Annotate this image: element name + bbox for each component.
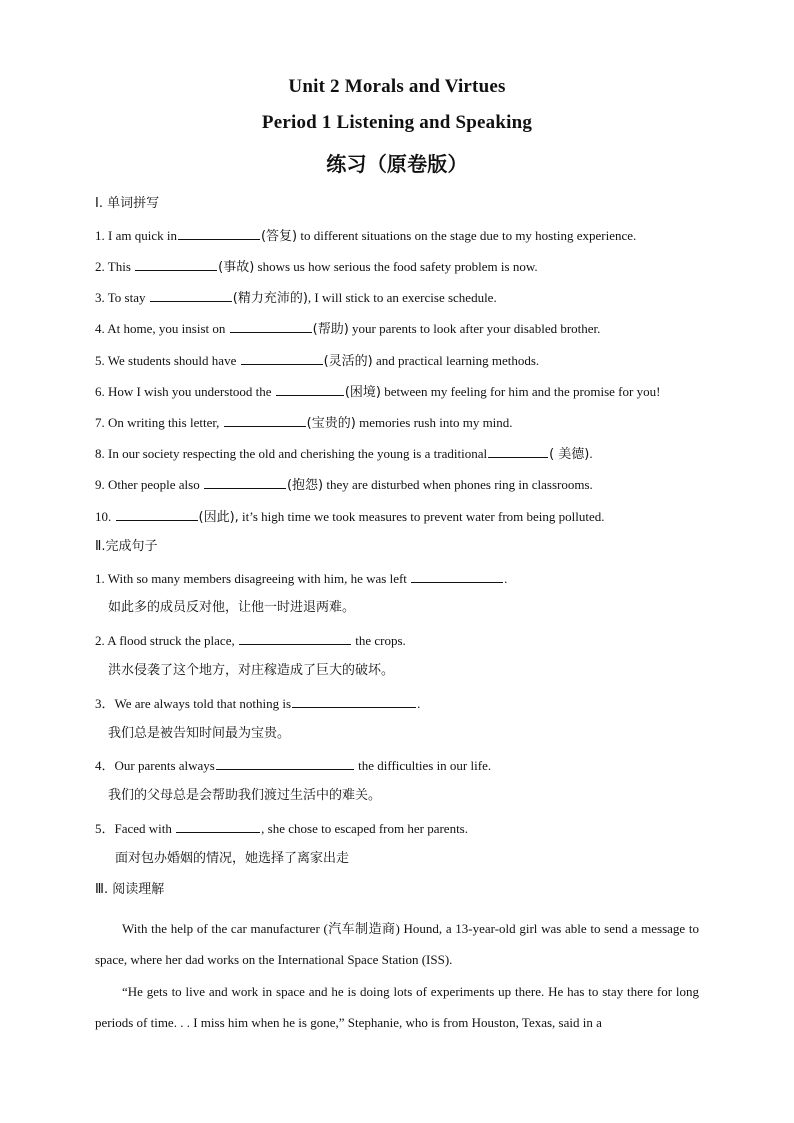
- spelling-item-6: 6. How I wish you understood the (困境) between my feeling for him and the promise for you!: [95, 384, 661, 400]
- answer-blank[interactable]: [411, 570, 503, 583]
- sentence-translation-1: 如此多的成员反对他，让他一时进退两难。: [108, 600, 356, 615]
- spelling-item-4: 4. At home, you insist on (帮助) your parents to look after your disabled brother.: [95, 321, 601, 337]
- sentence-translation-3: 我们总是被告知时间最为宝贵。: [108, 726, 291, 741]
- answer-blank[interactable]: [135, 258, 217, 271]
- answer-blank[interactable]: [216, 757, 354, 770]
- section-1-heading: I. 单词拼写: [95, 196, 160, 211]
- answer-blank[interactable]: [241, 352, 323, 365]
- sentence-translation-2: 洪水侵袭了这个地方，对庄稼造成了巨大的破坏。: [108, 663, 395, 678]
- sentence-item-2: 2. A flood struck the place, the crops.: [95, 633, 406, 648]
- answer-blank[interactable]: [239, 632, 351, 645]
- sentence-translation-5: 面对包办婚姻的情况，她选择了离家出走: [115, 851, 350, 866]
- answer-blank[interactable]: [178, 227, 260, 240]
- answer-blank[interactable]: [224, 414, 306, 427]
- spelling-item-7: 7. On writing this letter, (宝贵的) memories rush into my mind.: [95, 415, 513, 431]
- answer-blank[interactable]: [204, 476, 286, 489]
- spelling-item-10: 10. (因此), it’s high time we took measures to prevent water from being polluted.: [95, 509, 605, 525]
- spelling-item-3: 3. To stay (精力充沛的), I will stick to an exercise schedule.: [95, 290, 497, 306]
- unit-title: Unit 2 Morals and Virtues: [288, 76, 506, 97]
- answer-blank[interactable]: [276, 383, 344, 396]
- exercise-title: 练习（原卷版）: [326, 152, 468, 176]
- sentence-item-4: 4．Our parents always the difficulties in our life.: [95, 758, 492, 773]
- answer-blank[interactable]: [116, 508, 198, 521]
- reading-paragraph-1: With the help of the car manufacturer (汽车制造商) Hound, a 13-year-old girl was able to send a message to space, where her dad works on the International Space Station (ISS).: [95, 921, 699, 967]
- sentence-item-5: 5．Faced with , she chose to escaped from her parents.: [95, 821, 468, 836]
- answer-blank[interactable]: [488, 445, 548, 458]
- section-2-heading: Ⅱ.完成句子: [95, 539, 158, 554]
- spelling-item-9: 9. Other people also (抱怨) they are disturbed when phones ring in classrooms.: [95, 477, 593, 493]
- spelling-item-8: 8. In our society respecting the old and cherishing the young is a traditional ( 美德).: [95, 446, 593, 462]
- section-3-heading: Ⅲ. 阅读理解: [95, 882, 165, 897]
- answer-blank[interactable]: [176, 820, 260, 833]
- spelling-item-5: 5. We students should have (灵活的) and practical learning methods.: [95, 353, 540, 369]
- sentence-translation-4: 我们的父母总是会帮助我们渡过生活中的难关。: [108, 788, 382, 803]
- sentence-item-1: 1. With so many members disagreeing with him, he was left .: [95, 571, 508, 586]
- period-title: Period 1 Listening and Speaking: [261, 112, 533, 133]
- spelling-item-2: 2. This (事故) shows us how serious the food safety problem is now.: [95, 259, 538, 275]
- spelling-item-1: 1. I am quick in (答复) to different situations on the stage due to my hosting experience.: [95, 228, 637, 244]
- answer-blank[interactable]: [150, 289, 232, 302]
- sentence-item-3: 3．We are always told that nothing is .: [95, 696, 421, 711]
- answer-blank[interactable]: [230, 320, 312, 333]
- reading-paragraph-2: “He gets to live and work in space and he is doing lots of experiments up there. He has to stay there for long periods of time. . . I miss him when he is gone,” Stephanie, who is from Houston, Texas, said in a: [95, 984, 699, 1030]
- answer-blank[interactable]: [292, 695, 416, 708]
